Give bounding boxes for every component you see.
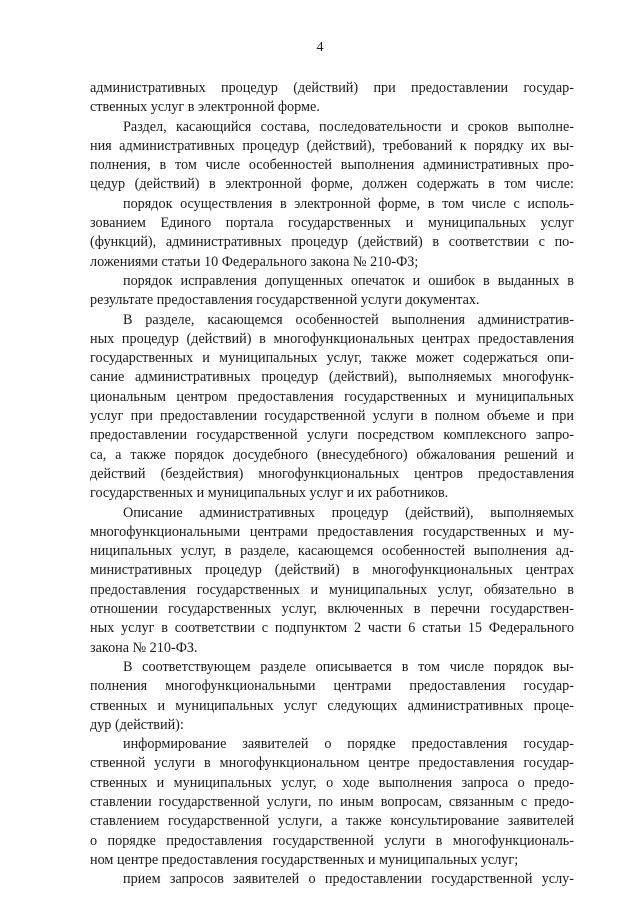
text-line: ственных и муниципальных услуг, о ходе выполнения запроса о предо- — [90, 774, 574, 791]
text-line: (функций), административных процедур (действий) в соответствии с по- — [90, 234, 574, 251]
text-line: государственных и муниципальных услуг и их работников. — [90, 485, 449, 502]
text-line: закона № 210-ФЗ. — [90, 639, 198, 656]
text-line: циональным центром предоставления государственных и муниципальных — [90, 388, 574, 405]
text-line: полнения, в том числе особенностей выполнения административных про- — [90, 157, 574, 174]
page-number: 4 — [316, 40, 324, 55]
text-line: са, а также порядок досудебного (внесудебного) обжалования решений и — [90, 446, 574, 463]
text-line: ния административных процедур (действий), требований к порядку их вы- — [90, 137, 574, 154]
text-line: многофункциональными центрами предоставления государственных и му- — [90, 523, 574, 540]
text-line: Описание административных процедур (действий), выполняемых — [123, 504, 574, 521]
text-line: порядок исправления допущенных опечаток и ошибок в выданных в — [123, 272, 574, 289]
text-line: ставлением государственной услуги, а также консультирование заявителей — [90, 813, 574, 830]
text-line: ложениями статьи 10 Федерального закона № 210-ФЗ; — [90, 253, 419, 270]
text-line: Раздел, касающийся состава, последовательности и сроков выполне- — [123, 118, 574, 135]
text-line: ственной услуги в многофункциональном центре предоставления государ- — [90, 755, 574, 772]
text-line: ственных и муниципальных услуг следующих административных проце- — [90, 697, 574, 714]
body-text — [90, 79, 574, 889]
text-line: цедур (действий) в электронной форме, должен содержать в том числе: — [90, 176, 574, 193]
text-line: дур (действий): — [90, 716, 184, 733]
text-line: порядок осуществления в электронной форме, в том числе с исполь- — [123, 195, 574, 212]
text-line: ственных услуг в электронной форме. — [90, 99, 320, 116]
text-line: административных процедур (действий) при предоставлении государ- — [90, 80, 574, 96]
text-line: государственных и муниципальных услуг, также может содержаться опи- — [90, 350, 574, 367]
text-line: зованием Единого портала государственных и муниципальных услуг — [90, 215, 574, 232]
text-line: прием запросов заявителей о предоставлении государственной услу- — [123, 871, 574, 888]
text-line: сание административных процедур (действий), выполняемых многофунк- — [90, 369, 574, 386]
text-line: ных процедур (действий) в многофункциональных центрах предоставления — [90, 330, 574, 347]
text-line: услуг при предоставлении государственной услуги в полном объеме и при — [90, 408, 574, 425]
text-line: министративных процедур (действий) в многофункциональных центрах — [90, 562, 574, 579]
text-line: В соответствующем разделе описывается в том числе порядок вы- — [123, 658, 574, 675]
text-line: В разделе, касающемся особенностей выполнения административ- — [123, 311, 574, 328]
text-line: предоставлении государственной услуги посредством комплексного запро- — [90, 427, 574, 444]
text-line: ном центре предоставления государственных и муниципальных услуг; — [90, 851, 519, 868]
text-line: отношении государственных услуг, включенных в перечни государствен- — [90, 601, 574, 618]
text-line: ниципальных услуг, в разделе, касающемся особенностей выполнения ад- — [90, 543, 574, 560]
text-line: полнения многофункциональными центрами предоставления государ- — [90, 678, 574, 695]
text-line: действий (бездействия) многофункциональных центров предоставления — [90, 465, 574, 482]
text-line: о порядке предоставления государственной услуги в многофункциональ- — [90, 832, 574, 849]
text-line: ставлении государственной услуги, по иным вопросам, связанным с предо- — [90, 793, 574, 810]
text-line: ных услуг в соответствии с подпунктом 2 части 6 статьи 15 Федерального — [90, 620, 574, 637]
text-line: результате предоставления государственной услуги документах. — [90, 292, 480, 309]
text-line: предоставления государственных и муниципальных услуг, обязательно в — [90, 581, 574, 598]
text-line: информирование заявителей о порядке предоставления государ- — [123, 736, 574, 753]
